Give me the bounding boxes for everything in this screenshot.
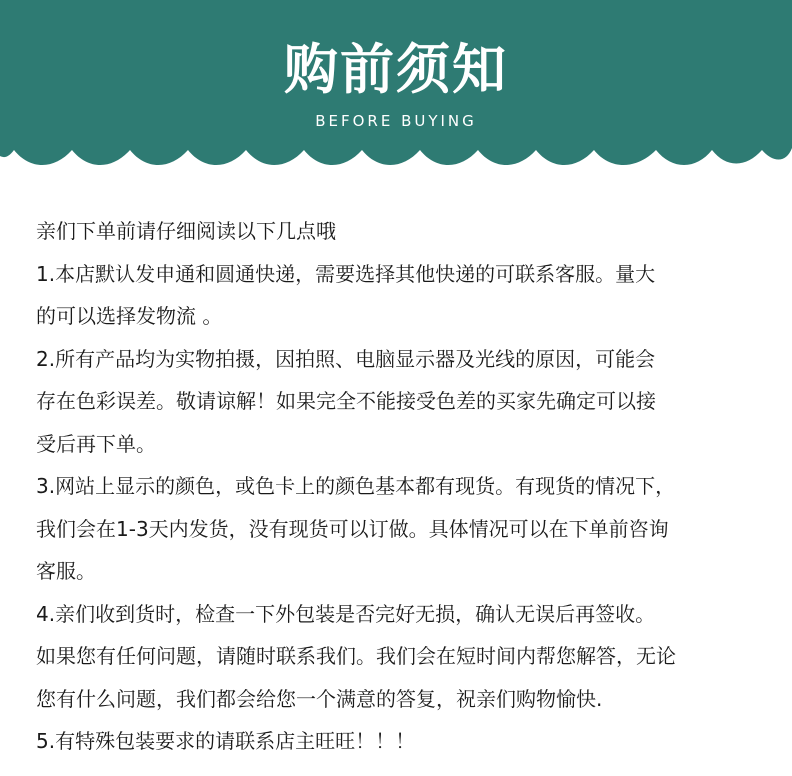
notice-line: 客服。: [36, 559, 96, 583]
notice-line: 2.所有产品均为实物拍摄，因拍照、电脑显示器及光线的原因，可能会: [36, 346, 656, 371]
notice-line: 的可以选择发物流 。: [36, 304, 223, 328]
notice-line: 亲们下单前请仔细阅读以下几点哦: [36, 219, 336, 243]
page-subtitle: BEFORE BUYING: [315, 112, 477, 130]
header-banner: [0, 0, 792, 190]
page-title: 购前须知: [284, 38, 508, 101]
notice-line: 我们会在1-3天内发货，没有现货可以订做。具体情况可以在下单前咨询: [36, 516, 669, 541]
notice-line: 如果您有任何问题，请随时联系我们。我们会在短时间内帮您解答，无论: [36, 644, 676, 668]
notice-line: 您有什么问题，我们都会给您一个满意的答复，祝亲们购物愉快.: [36, 686, 603, 711]
notice-line: 1.本店默认发申通和圆通快递，需要选择其他快递的可联系客服。量大: [36, 261, 656, 286]
notice-line: 3.网站上显示的颜色，或色卡上的颜色基本都有现货。有现货的情况下，: [36, 474, 676, 498]
notice-line: 4.亲们收到货时，检查一下外包装是否完好无损，确认无误后再签收。: [36, 601, 656, 626]
notice-line: 受后再下单。: [36, 431, 156, 456]
notice-line: 5.有特殊包装要求的请联系店主旺旺！！！: [36, 729, 416, 753]
notice-line: 存在色彩误差。敬请谅解！如果完全不能接受色差的买家先确定可以接: [36, 389, 656, 413]
notice-body: [36, 210, 776, 763]
